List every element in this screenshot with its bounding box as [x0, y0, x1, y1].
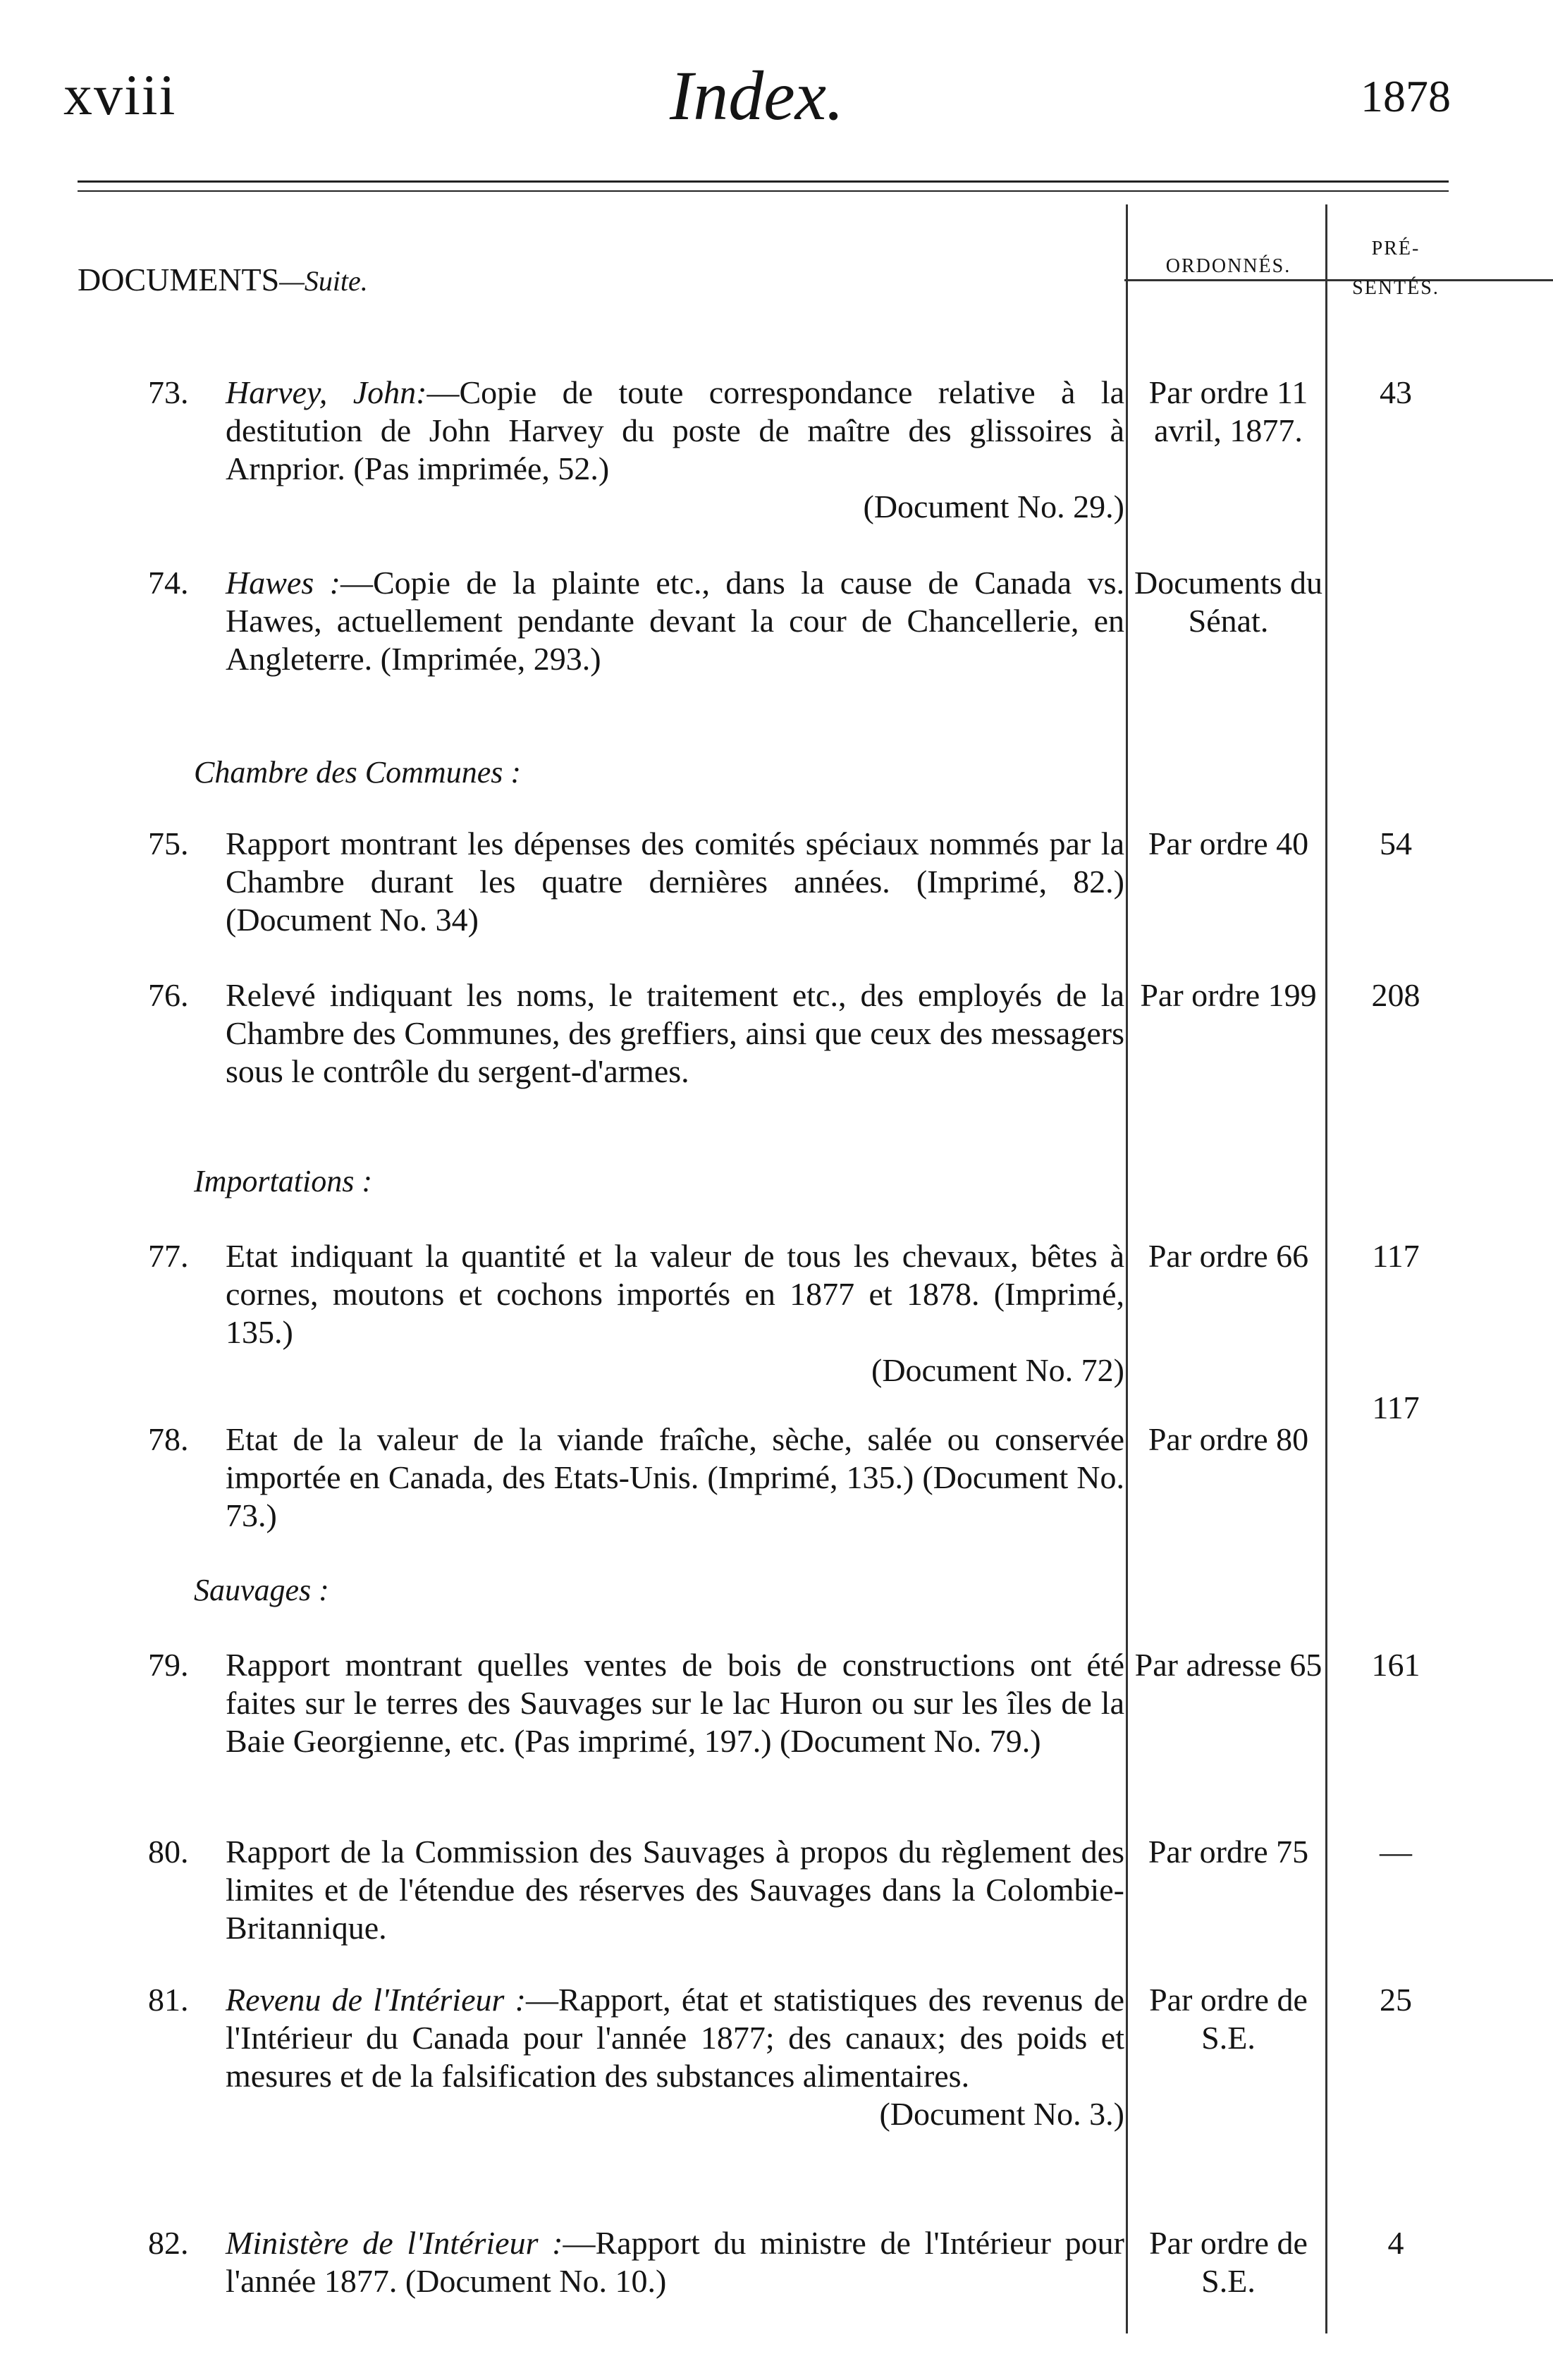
- column-header-presentes: [1325, 229, 1466, 308]
- index-entry: [148, 564, 1125, 678]
- entry-document-ref: (Document No. 3.): [879, 2096, 1124, 2132]
- subheading-chambre: Chambre des Communes :: [194, 755, 521, 790]
- entry-document-ref: (Document No. 29.): [863, 489, 1124, 525]
- entry-presentes: 25: [1380, 1982, 1412, 2018]
- entry-text: [226, 2224, 1124, 2300]
- index-entry: [148, 2224, 1124, 2300]
- page-year: 1878: [1361, 71, 1451, 121]
- column-header-presentes-line1: PRÉ-: [1371, 238, 1420, 259]
- index-entry: [148, 825, 1124, 939]
- entry-number: 73.: [148, 374, 189, 410]
- entry-description: —Rapport du ministre de l'Intérieur pour l'année 1877. (Document No. 10.): [226, 2225, 1124, 2299]
- section-title-text: DOCUMENTS: [78, 262, 280, 298]
- entry-ordonnes: Par ordre 11 avril, 1877.: [1148, 374, 1308, 448]
- entry-text: [226, 1646, 1124, 1760]
- entry-number: 77.: [148, 1238, 189, 1274]
- header-rule-thin: [78, 190, 1449, 192]
- entry-presentes: 161: [1371, 1647, 1420, 1683]
- entry-ordonnes: Par ordre 66: [1148, 1238, 1309, 1274]
- column-header-ordonnes: ORDONNÉS.: [1165, 255, 1291, 277]
- entry-description: Rapport de la Commission des Sauvages à propos du règlement des limites et de l'étendue des réserves des Sauvages dans la Colombie-Britannique.: [226, 1834, 1124, 1946]
- entry-subject: Harvey, John:: [226, 374, 427, 410]
- entry-description: Rapport montrant les dépenses des comités spéciaux nommés par la Chambre durant les quatre dernières années. (Imprimé, 82.) (Document No. 34): [226, 826, 1124, 938]
- entry-presentes: 54: [1380, 826, 1412, 861]
- entry-text: [226, 564, 1124, 678]
- index-entry: [148, 1981, 1124, 2133]
- entry-text: [226, 1237, 1124, 1351]
- entry-description: Rapport montrant quelles ventes de bois de constructions ont été faites sur le terres des Sauvages sur le lac Huron ou sur les îles de la Baie Georgienne, etc. (Pas imprimé, 197.) (Document No. 79.): [226, 1647, 1124, 1759]
- entry-number: 80.: [148, 1834, 189, 1870]
- index-entry: [148, 1833, 1124, 1947]
- entry-text: [226, 976, 1124, 1091]
- header-rule: [78, 180, 1449, 183]
- entry-presentes: 4: [1387, 2225, 1404, 2261]
- index-entry: [148, 1646, 1124, 1760]
- subheading-sauvages: Sauvages :: [194, 1573, 329, 1607]
- subheading-importations: Importations :: [194, 1164, 372, 1198]
- index-entry: [148, 1237, 1124, 1390]
- entry-ordonnes: Par ordre de S.E.: [1149, 2225, 1308, 2299]
- entry-document-ref: (Document No. 72): [871, 1352, 1124, 1388]
- section-title: [78, 261, 368, 298]
- entry-number: 74.: [148, 565, 189, 601]
- entry-description: Etat indiquant la quantité et la valeur de tous les chevaux, bêtes à cornes, moutons et cochons importés en 1877 et 1878. (Imprimé, 135.): [226, 1238, 1124, 1350]
- entry-ordonnes: Par ordre 40: [1148, 826, 1309, 861]
- page-header: [0, 0, 1553, 183]
- entry-number: 81.: [148, 1982, 189, 2018]
- entry-number: 76.: [148, 977, 189, 1013]
- section-suite: —Suite.: [279, 265, 368, 297]
- entry-presentes: —: [1380, 1834, 1412, 1870]
- entry-ordonnes: Par ordre 199: [1140, 977, 1317, 1013]
- entry-text: [226, 1833, 1124, 1947]
- entry-description: —Copie de la plainte etc., dans la cause de Canada vs. Hawes, actuellement pendante devant la cour de Chancellerie, en Angleterre. (Imprimée, 293.): [226, 565, 1125, 677]
- entry-text: [226, 374, 1124, 488]
- entry-ordonnes: Par adresse 65: [1134, 1647, 1322, 1683]
- entry-ordonnes: Documents du Sénat.: [1134, 565, 1322, 639]
- entry-subject: Ministère de l'Intérieur :: [226, 2225, 563, 2261]
- entry-text: [226, 825, 1124, 939]
- entry-description: Etat de la valeur de la viande fraîche, sèche, salée ou conservée importée en Canada, des Etats-Unis. (Imprimé, 135.) (Document No. 73.): [226, 1421, 1124, 1533]
- index-entry: [148, 374, 1125, 526]
- index-entry: [148, 976, 1124, 1091]
- entry-number: 82.: [148, 2225, 189, 2261]
- entry-text: [226, 1421, 1124, 1535]
- page-title: Index.: [670, 56, 845, 135]
- entry-ordonnes: Par ordre de S.E.: [1149, 1982, 1308, 2056]
- page-number: xviii: [63, 63, 177, 127]
- entry-presentes: 117: [1372, 1390, 1420, 1425]
- entry-presentes: 43: [1380, 374, 1412, 410]
- entry-presentes: 208: [1371, 977, 1420, 1013]
- column-header-presentes-line2: SENTÉS.: [1352, 277, 1440, 299]
- entry-description: —Copie de toute correspondance relative à la destitution de John Harvey du poste de maître des glissoires à Arnprior. (Pas imprimée, 52.): [226, 374, 1125, 486]
- entry-subject: Revenu de l'Intérieur :: [226, 1982, 526, 2018]
- entry-ordonnes: Par ordre 75: [1148, 1834, 1309, 1870]
- entry-text: [226, 1981, 1124, 2095]
- entry-subject: Hawes :: [226, 565, 340, 601]
- entry-ordonnes: Par ordre 80: [1148, 1421, 1309, 1457]
- entry-description: —Rapport, état et statistiques des revenus de l'Intérieur du Canada pour l'année 1877; des canaux; des poids et mesures et de la falsification des substances alimentaires.: [226, 1982, 1124, 2094]
- entry-presentes: 117: [1372, 1238, 1420, 1274]
- index-entry: [148, 1421, 1124, 1535]
- entry-description: Relevé indiquant les noms, le traitement etc., des employés de la Chambre des Communes, des greffiers, ainsi que ceux des messagers sous le contrôle du sergent-d'armes.: [226, 977, 1124, 1089]
- entry-number: 79.: [148, 1647, 189, 1683]
- entry-number: 75.: [148, 826, 189, 861]
- entry-number: 78.: [148, 1421, 189, 1457]
